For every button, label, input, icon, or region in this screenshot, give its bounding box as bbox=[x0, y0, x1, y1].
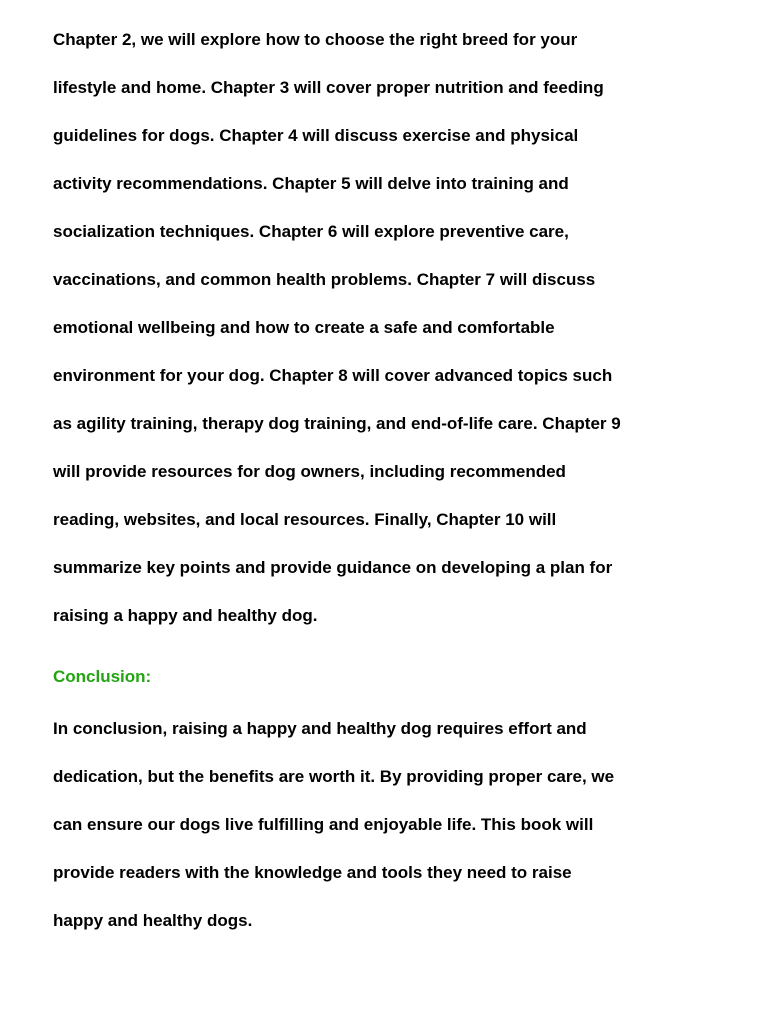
text-line: happy and healthy dogs. bbox=[53, 911, 253, 930]
text-line: guidelines for dogs. Chapter 4 will discuss exercise and physical bbox=[53, 126, 579, 145]
text-line: In conclusion, raising a happy and healthy dog requires effort and bbox=[53, 719, 587, 738]
text-line: raising a happy and healthy dog. bbox=[53, 606, 318, 625]
text-line: as agility training, therapy dog training, and end-of-life care. Chapter 9 bbox=[53, 414, 621, 433]
text-line: dedication, but the benefits are worth it. By providing proper care, we bbox=[53, 767, 615, 786]
text-line: Chapter 2, we will explore how to choose the right breed for your bbox=[53, 30, 578, 49]
text-line: summarize key points and provide guidance on developing a plan for bbox=[53, 558, 613, 577]
text-line: socialization techniques. Chapter 6 will explore preventive care, bbox=[53, 222, 569, 241]
text-line: will provide resources for dog owners, including recommended bbox=[53, 462, 566, 481]
text-line: environment for your dog. Chapter 8 will cover advanced topics such bbox=[53, 366, 613, 385]
text-line: lifestyle and home. Chapter 3 will cover proper nutrition and feeding bbox=[53, 78, 604, 97]
text-line: vaccinations, and common health problems. Chapter 7 will discuss bbox=[53, 270, 596, 289]
conclusion-heading: Conclusion: bbox=[53, 667, 152, 686]
text-line: provide readers with the knowledge and tools they need to raise bbox=[53, 863, 572, 882]
text-line: can ensure our dogs live fulfilling and enjoyable life. This book will bbox=[53, 815, 594, 834]
text-line: activity recommendations. Chapter 5 will delve into training and bbox=[53, 174, 569, 193]
text-line: emotional wellbeing and how to create a safe and comfortable bbox=[53, 318, 555, 337]
text-line: reading, websites, and local resources. Finally, Chapter 10 will bbox=[53, 510, 557, 529]
